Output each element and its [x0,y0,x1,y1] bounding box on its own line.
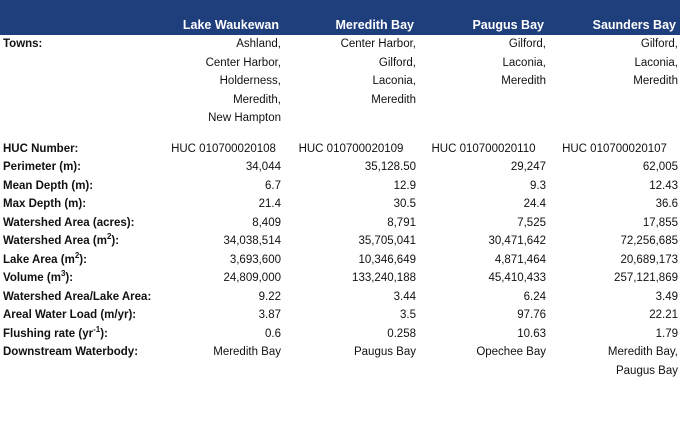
cell-water-load-meredith-bay: 3.5 [400,309,416,321]
cell-water-load-saunders-bay: 22.21 [649,309,678,321]
column-header-saunders-bay: Saunders Bay [548,0,680,35]
cell-max-depth-paugus-bay: 24.4 [523,198,546,210]
cell-watershed-m2-meredith-bay: 35,705,041 [358,235,416,247]
town-line: Ashland, [236,38,281,50]
town-line: Gilford, [508,38,546,50]
town-line: Meredith [501,75,546,87]
cell-watershed-acres-paugus-bay: 7,525 [517,216,546,229]
downstream-line: Opechee Bay [476,346,546,358]
cell-watershed-m2-saunders-bay: 72,256,685 [620,235,678,247]
town-line: Laconia, [634,56,678,69]
downstream-line: Paugus Bay [615,364,678,377]
row-huc [0,140,680,159]
cell-mean-depth-saunders-bay: 12.43 [649,179,678,192]
cell-ratio-paugus-bay: 6.24 [523,290,546,303]
cell-huc-paugus-bay: HUC 010700020110 [431,142,536,155]
town-line: Laconia, [372,75,416,87]
cell-watershed-m2-paugus-bay: 30,471,642 [488,235,546,247]
row-lake-area [0,251,680,270]
header-row [0,0,680,35]
row-label-flushing-rate: Flushing rate $(yr^{-1})$: [3,324,108,340]
cell-volume-meredith-bay: 133,240,188 [352,272,416,284]
cell-flushing-paugus-bay: 10.63 [517,327,546,340]
row-label-perimeter: Perimeter (m): [3,161,81,173]
cell-flushing-saunders-bay: 1.79 [655,327,678,340]
row-label-lake-area: Lake Area $(m^2)$: [3,250,87,266]
cell-ratio-lake-waukewan: 9.22 [258,290,281,303]
cell-watershed-m2-lake-waukewan: 34,038,514 [223,235,281,247]
cell-water-load-lake-waukewan: 3.87 [258,309,281,321]
row-max-depth [0,195,680,214]
cell-downstream-paugus-bay [418,343,548,380]
cell-downstream-meredith-bay [283,343,418,380]
cell-ratio-saunders-bay: 3.49 [655,290,678,303]
cell-lake-area-meredith-bay: 10,346,649 [358,253,416,266]
header-corner [0,0,163,35]
downstream-line: Meredith Bay, [607,346,678,358]
cell-flushing-meredith-bay: 0.258 [387,327,416,340]
town-line: Meredith, [233,93,281,106]
cell-towns-saunders-bay [548,35,680,128]
downstream-line: Meredith Bay [213,346,281,358]
row-label-watershed-lake-ratio: Watershed Area/Lake Area: [3,290,152,303]
cell-perimeter-paugus-bay: 29,247 [510,161,546,173]
cell-volume-saunders-bay: 257,121,869 [614,272,678,284]
row-label-volume: Volume $(m^3)$: [3,269,74,284]
town-line: New Hampton [208,112,281,124]
cell-mean-depth-meredith-bay: 12.9 [393,179,416,192]
cell-huc-meredith-bay: HUC 010700020109 [298,142,404,155]
row-label-areal-water-load: Areal Water Load (m/yr): [3,309,137,321]
row-label-towns: Towns: [3,38,43,50]
cell-max-depth-meredith-bay: 30.5 [393,198,416,210]
cell-lake-area-saunders-bay: 20,689,173 [620,253,678,266]
cell-max-depth-lake-waukewan: 21.4 [258,198,281,210]
row-label-max-depth: Max Depth (m): [3,198,87,210]
cell-flushing-lake-waukewan: 0.6 [265,327,281,340]
town-line: Meredith [371,93,416,106]
cell-mean-depth-lake-waukewan: 6.7 [265,179,281,192]
cell-lake-area-lake-waukewan: 3,693,600 [229,253,281,266]
row-label-watershed-acres: Watershed Area (acres): [3,216,135,229]
spacer-row [0,128,680,140]
town-line: Meredith [633,75,678,87]
cell-huc-saunders-bay: HUC 010700020107 [562,142,667,155]
town-line: Laconia, [502,56,546,69]
row-mean-depth [0,177,680,196]
row-areal-water-load [0,306,680,325]
cell-ratio-meredith-bay: 3.44 [393,290,416,303]
town-line: Center Harbor, [340,38,416,50]
row-label-huc: HUC Number: [3,142,79,155]
cell-volume-lake-waukewan: 24,809,000 [223,272,281,284]
row-downstream-waterbody [0,343,680,380]
town-line: Gilford, [378,56,416,69]
row-label-watershed-m2: Watershed Area $(m^2)$: [3,232,120,247]
cell-watershed-acres-meredith-bay: 8,791 [387,216,416,229]
column-header-lake-waukewan: Lake Waukewan [163,0,283,35]
cell-mean-depth-paugus-bay: 9.3 [530,179,546,192]
row-perimeter [0,158,680,177]
cell-huc-lake-waukewan: HUC 010700020108 [171,142,276,155]
cell-watershed-acres-lake-waukewan: 8,409 [252,216,281,229]
town-line: Center Harbor, [205,56,281,69]
row-towns [0,35,680,128]
cell-watershed-acres-saunders-bay: 17,855 [642,216,678,229]
town-line: Gilford, [640,38,678,50]
cell-perimeter-lake-waukewan: 34,044 [245,161,281,173]
cell-downstream-lake-waukewan [163,343,283,380]
cell-perimeter-saunders-bay: 62,005 [642,161,678,173]
row-watershed-acres [0,214,680,233]
row-volume [0,269,680,288]
cell-perimeter-meredith-bay: 35,128.50 [364,161,416,173]
row-watershed-m2 [0,232,680,251]
cell-towns-paugus-bay [418,35,548,128]
cell-volume-paugus-bay: 45,410,433 [488,272,546,284]
row-label-mean-depth: Mean Depth (m): [3,179,94,192]
column-header-meredith-bay: Meredith Bay [283,0,418,35]
downstream-line: Paugus Bay [353,346,416,358]
cell-lake-area-paugus-bay: 4,871,464 [494,253,546,266]
column-header-paugus-bay: Paugus Bay [418,0,548,35]
cell-max-depth-saunders-bay: 36.6 [655,198,678,210]
row-label-downstream-waterbody: Downstream Waterbody: [3,346,139,358]
town-line: Holderness, [219,75,281,87]
cell-downstream-saunders-bay [548,343,680,380]
cell-towns-lake-waukewan [163,35,283,128]
row-flushing-rate [0,325,680,344]
row-watershed-lake-ratio [0,288,680,307]
cell-water-load-paugus-bay: 97.76 [517,309,546,321]
cell-towns-meredith-bay [283,35,418,128]
